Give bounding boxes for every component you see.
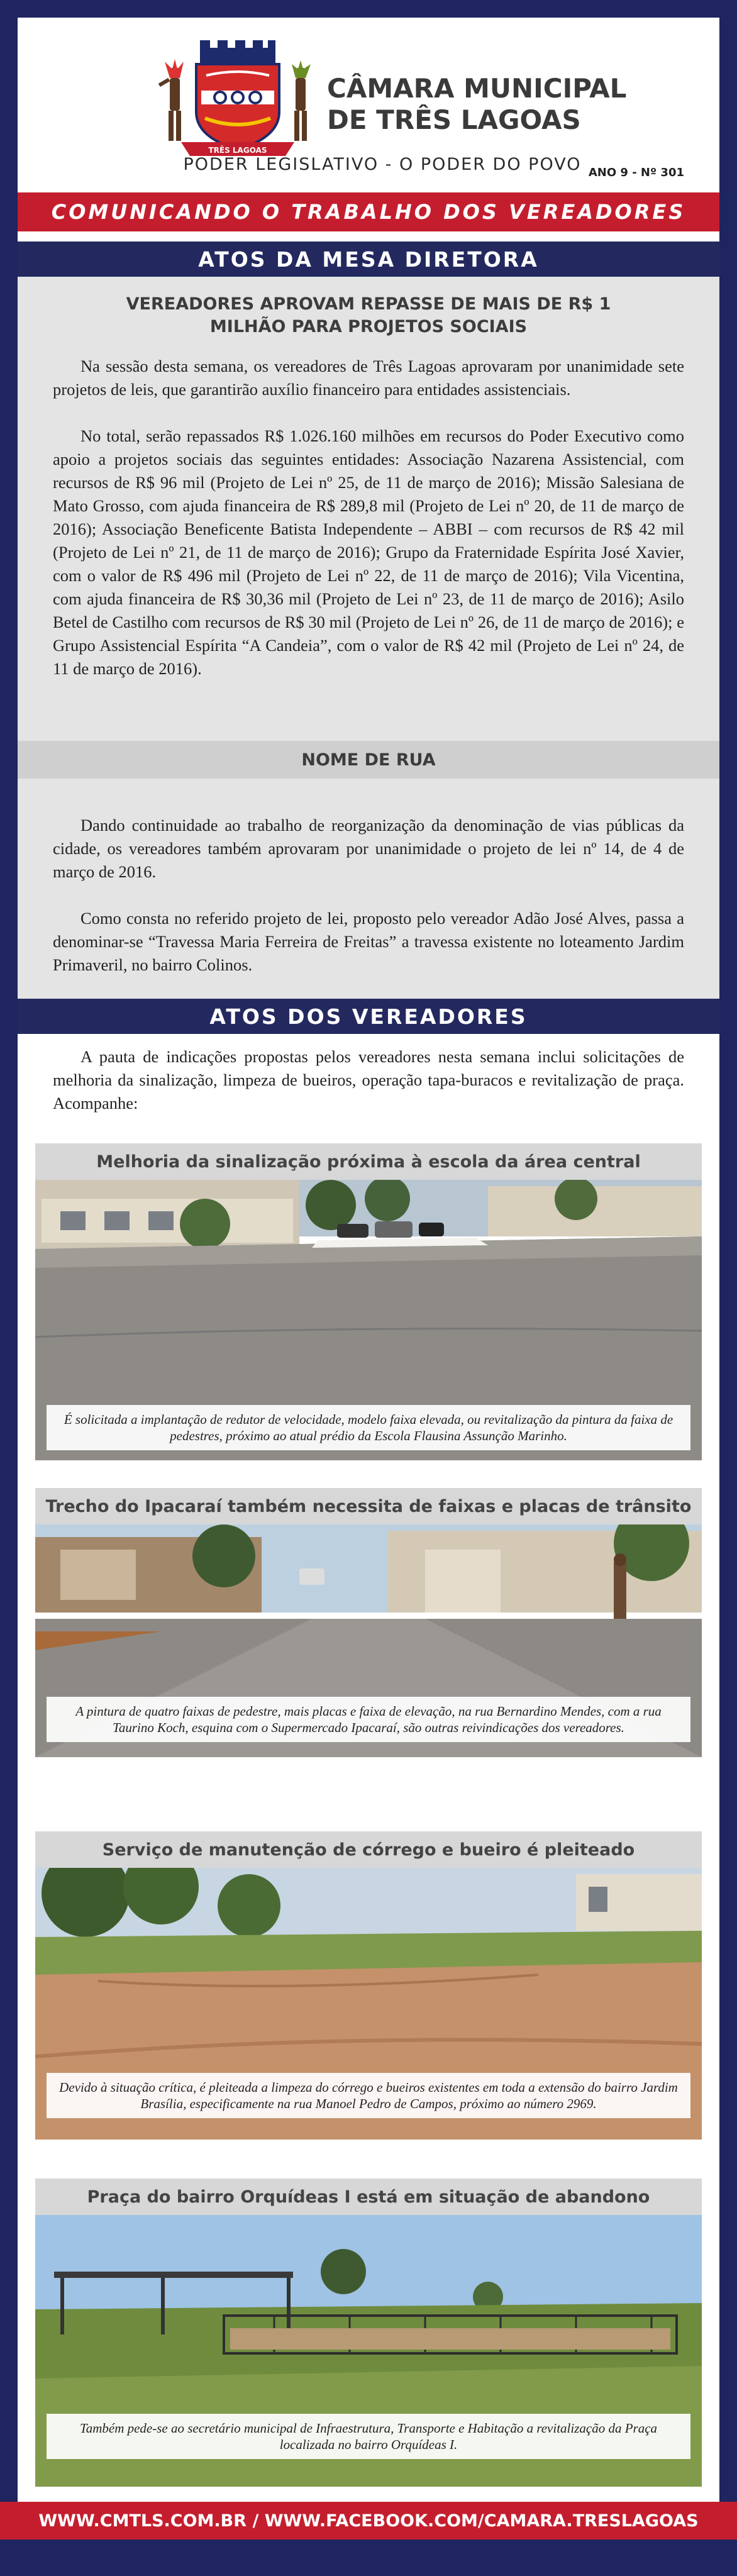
article-paragraph: Na sessão desta semana, os vereadores de Três Lagoas aprovaram por unanimidade sete projetos de leis, que garantirão auxílio financeiro para entidades assistenciais. xyxy=(53,357,684,399)
photo-title: Praça do bairro Orquídeas I está em situação de abandono xyxy=(35,2179,702,2215)
article-paragraph: No total, serão repassados R$ 1.026.160 milhões em recursos do Poder Executivo como apoio a projetos sociais das seguintes entidades: Associação Nazarena Assistencial, com recursos de R$ 96 mil (Projeto de Lei nº 25, de 11 de março de 2016); Missão Salesiana de Mato Grosso, com ajuda financeira de R$ 289,8 mil (Projeto de Lei nº 20, de 11 de março de 2016); Associação Beneficente Batista Independente – ABBI – com recursos de R$ 42 mil (Projeto de Lei nº 21, de 11 de março de 2016); Grupo da Fraternidade Espírita José Xavier, com o valor de R$ 496 mil (Projeto de Lei nº 22, de 11 de março de 2016); Vila Vicentina, com ajuda financeira de R$ 30,36 mil (Projeto de Lei nº 23, de 11 de março de 2016); Asilo Betel de Castilho com recursos de R$ 30 mil (Projeto de Lei nº 26, de 11 de março de 2016); e Grupo Assistencial Espírita “A Candeia”, com o valor de R$ 42 mil (Projeto de Lei nº 24, de 11 de março de 2016). xyxy=(53,426,684,678)
photo-card xyxy=(35,2179,702,2487)
footer xyxy=(0,2502,737,2540)
section-title: ATOS DOS VEREADORES xyxy=(209,1004,528,1029)
page-title xyxy=(327,73,626,136)
photo-title: Trecho do Ipacaraí também necessita de faixas e placas de trânsito xyxy=(35,1488,702,1524)
banner-text: COMUNICANDO O TRABALHO DOS VEREADORES xyxy=(51,200,686,224)
article-paragraph: Como consta no referido projeto de lei, proposto pelo vereador Adão José Alves, passa a denominar-se “Travessa Maria Ferreira de Freitas” a travessa existente no loteamento Jardim Primaveril, no bairro Colinos. xyxy=(53,909,684,974)
edition-label: ANO 9 - Nº 301 xyxy=(588,166,684,179)
header xyxy=(18,18,719,194)
title-line-1: CÂMARA MUNICIPAL xyxy=(327,73,627,104)
intro-paragraph: A pauta de indicações propostas pelos vereadores nesta semana inclui solicitações de melhoria da sinalização, limpeza de bueiros, operação tapa-buracos e revitalização de praça. Acompanhe: xyxy=(53,1047,684,1113)
photo-title: Melhoria da sinalização próxima à escola da área central xyxy=(35,1143,702,1180)
crest-ribbon-text: TRÊS LAGOAS xyxy=(208,146,267,155)
section-title-bar xyxy=(18,999,719,1034)
photo-caption: Também pede-se ao secretário municipal de Infraestrutura, Transporte e Habitação a revitalização da Praça localizada no bairro Orquídeas I. xyxy=(47,2414,690,2459)
street-photo xyxy=(35,1524,702,1757)
photo-title: Serviço de manutenção de córrego e bueiro é pleiteado xyxy=(35,1831,702,1868)
subsection-title: NOME DE RUA xyxy=(301,750,436,770)
article-body xyxy=(53,355,684,680)
street-name-body xyxy=(53,814,684,977)
article-paragraph: Dando continuidade ao trabalho de reorganização da denominação de vias públicas da cidade, os vereadores também aprovaram por unanimidade o projeto de lei nº 14, de 4 de março de 2016. xyxy=(53,816,684,881)
photo-card xyxy=(35,1831,702,2140)
photo-caption: A pintura de quatro faixas de pedestre, mais placas e faixa de elevação, na rua Bernardino Mendes, com a rua Taurino Koch, esquina com o Supermercado Ipacaraí, são outras reivindicações dos vereadores. xyxy=(47,1697,690,1742)
footer-links[interactable]: WWW.CMTLS.COM.BR / WWW.FACEBOOK.COM/CAMARA.TRESLAGOAS xyxy=(38,2511,699,2531)
councillors-intro xyxy=(53,1045,684,1115)
article-box xyxy=(18,277,719,741)
subtitle: PODER LEGISLATIVO - O PODER DO POVO xyxy=(183,155,582,174)
article-headline: VEREADORES APROVAM REPASSE DE MAIS DE R$ 1 MILHÃO PARA PROJETOS SOCIAIS xyxy=(126,294,611,336)
newsletter-page xyxy=(18,18,719,2514)
section-title: ATOS DA MESA DIRETORA xyxy=(198,247,539,272)
street-photo xyxy=(35,1180,702,1460)
municipal-crest-icon xyxy=(156,36,319,162)
street-photo xyxy=(35,1868,702,2140)
street-name-box xyxy=(18,779,719,999)
subsection-title-bar xyxy=(18,741,719,779)
banner xyxy=(18,192,719,231)
title-line-2: DE TRÊS LAGOAS xyxy=(327,104,581,135)
photo-card xyxy=(35,1488,702,1757)
photo-caption: Devido à situação crítica, é pleiteada a limpeza do córrego e bueiros existentes em toda a extensão do bairro Jardim Brasília, especificamente na rua Manoel Pedro de Campos, próximo ao número 2969. xyxy=(47,2073,690,2118)
park-photo xyxy=(35,2215,702,2487)
photo-caption: É solicitada a implantação de redutor de velocidade, modelo faixa elevada, ou revitalização da pintura da faixa de pedestres, próximo ao atual prédio da Escola Flausina Assunção Marinho. xyxy=(47,1405,690,1450)
section-title-bar xyxy=(18,242,719,277)
photo-card xyxy=(35,1143,702,1460)
